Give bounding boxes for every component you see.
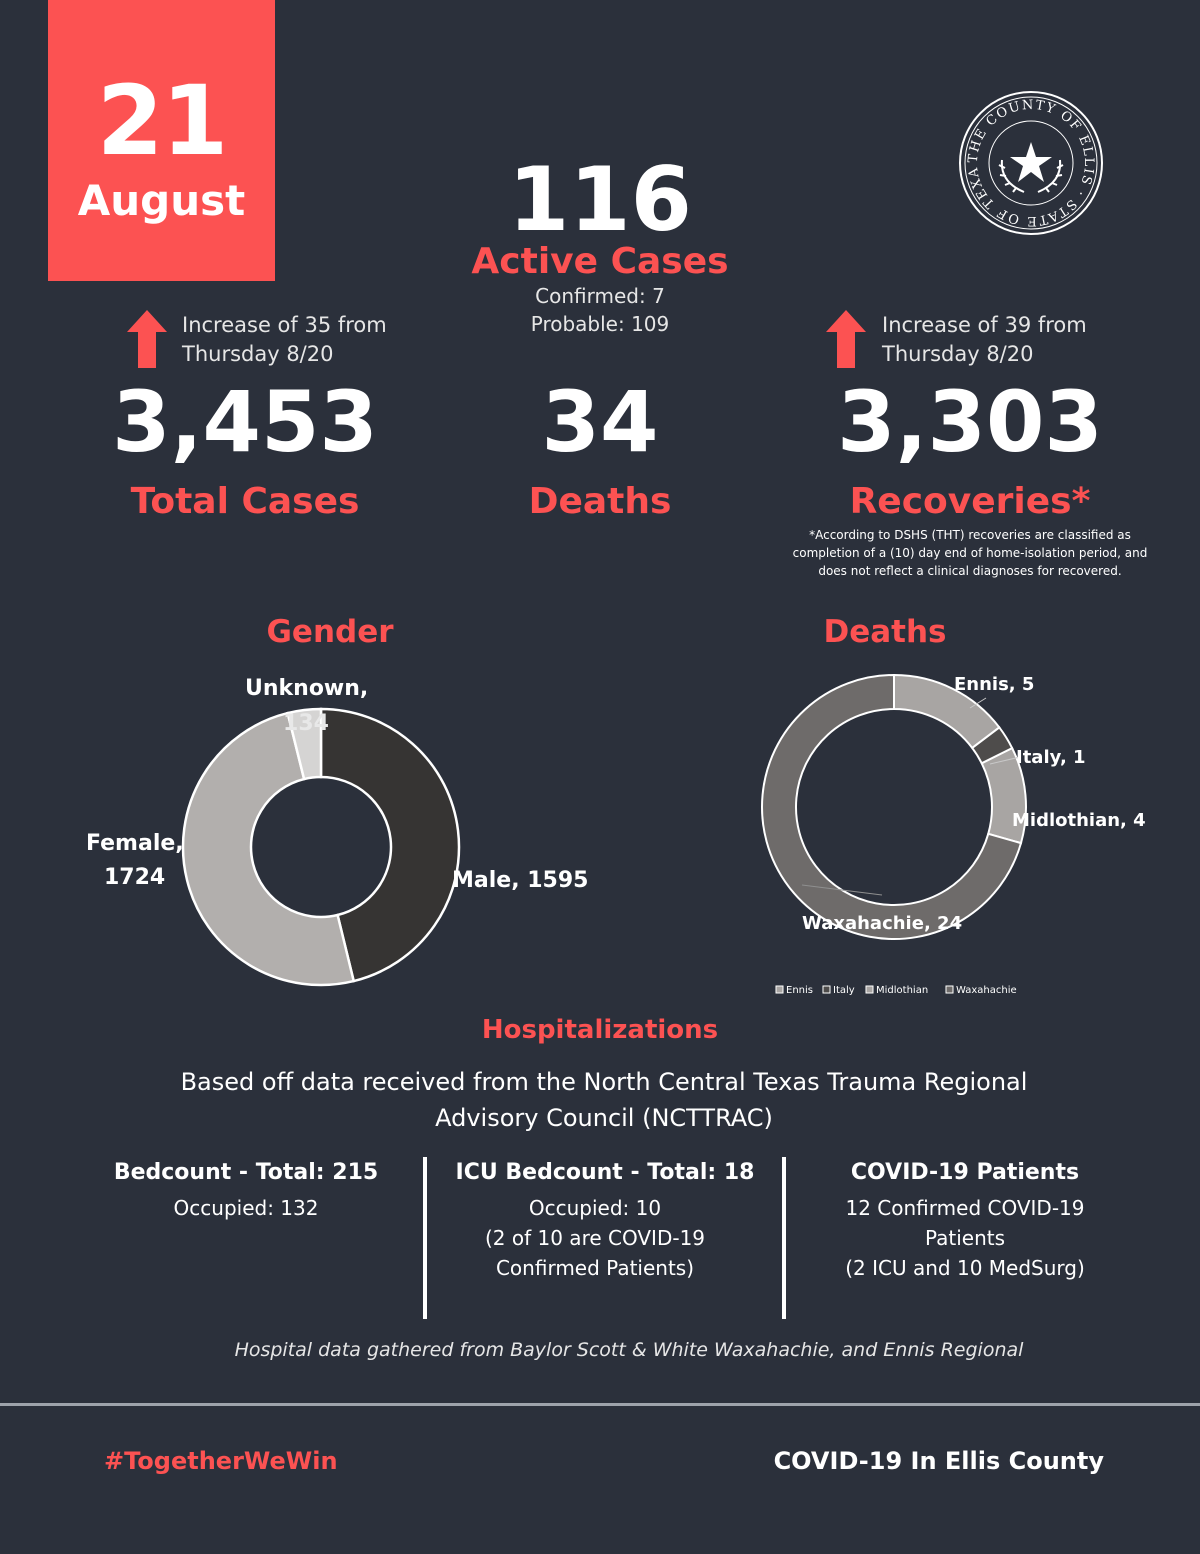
recoveries-value: 3,303	[837, 373, 1103, 471]
icu-bedcount-title: ICU Bedcount - Total: 18	[455, 1160, 755, 1185]
legend-swatch-italy	[823, 986, 830, 993]
recoveries-increase-line2: Thursday 8/20	[882, 342, 1034, 366]
active-cases-label: Active Cases	[471, 241, 729, 282]
seal-text: THE COUNTY OF ELLIS · STATE OF TEXA	[965, 97, 1097, 229]
covid-patients-line3: (2 ICU and 10 MedSurg)	[845, 1256, 1085, 1280]
legend-label-waxahachie: Waxahachie	[956, 985, 1017, 996]
deaths-value: 34	[541, 373, 659, 471]
gender-label-unknown-value: 134	[283, 711, 329, 736]
date-badge	[48, 0, 275, 281]
total-increase-line2: Thursday 8/20	[182, 342, 334, 366]
legend-swatch-midlothian	[866, 986, 873, 993]
deaths-label-ennis: Ennis, 5	[954, 674, 1035, 695]
star-icon	[1010, 142, 1052, 182]
deaths-legend	[776, 985, 1017, 996]
deaths-label-midlothian: Midlothian, 4	[1012, 810, 1146, 831]
recoveries-footnote: *According to DSHS (THT) recoveries are classified as completion of a (10) day end of home-isolation period, and does not reflect a clinical diagnoses for recovered.	[792, 528, 1148, 578]
hospitalizations-source-line1: Based off data received from the North Central Texas Trauma Regional	[180, 1068, 1028, 1096]
icu-covid-line2: Confirmed Patients)	[495, 1256, 695, 1280]
icu-occupied: Occupied: 10	[528, 1196, 662, 1220]
hospitalizations-source-line2: Advisory Council (NCTTRAC)	[435, 1104, 773, 1132]
date-day: 21	[96, 65, 227, 177]
gender-chart-title: Gender	[266, 614, 394, 650]
gender-label-female-value: 1724	[104, 865, 166, 890]
active-cases-value: 116	[508, 148, 692, 251]
gender-label-female-name: Female,	[86, 831, 184, 856]
arrow-up-icon	[127, 310, 167, 368]
legend-swatch-ennis	[776, 986, 783, 993]
column-divider	[423, 1157, 427, 1319]
active-confirmed: Confirmed: 7	[535, 284, 665, 308]
hospitalizations-title: Hospitalizations	[481, 1015, 719, 1045]
legend-label-midlothian: Midlothian	[876, 985, 929, 996]
legend-label-ennis: Ennis	[786, 985, 813, 996]
deaths-donut-chart	[740, 660, 1180, 1020]
active-probable: Probable: 109	[530, 312, 670, 336]
deaths-label: Deaths	[528, 481, 672, 522]
total-cases-label: Total Cases	[130, 481, 360, 522]
legend-label-italy: Italy	[833, 985, 855, 996]
icu-covid-line1: (2 of 10 are COVID-19	[484, 1226, 706, 1250]
gender-label-male: Male, 1595	[452, 868, 589, 893]
deaths-label-italy: Italy, 1	[1016, 747, 1086, 768]
footer-title: COVID-19 In Ellis County	[773, 1447, 1104, 1475]
bedcount-occupied: Occupied: 132	[173, 1196, 319, 1220]
deaths-chart-title: Deaths	[823, 614, 947, 650]
footer-divider	[0, 1403, 1200, 1406]
legend-swatch-waxahachie	[946, 986, 953, 993]
gender-donut-chart	[60, 660, 620, 1000]
gender-label-unknown-name: Unknown,	[245, 676, 369, 701]
county-seal	[958, 90, 1104, 236]
hospital-data-footnote: Hospital data gathered from Baylor Scott & White Waxahachie, and Ennis Regional	[234, 1339, 1024, 1361]
date-month: August	[77, 176, 246, 225]
covid-patients-line2: Patients	[924, 1226, 1006, 1250]
total-increase-line1: Increase of 35 from	[182, 313, 387, 337]
column-divider	[782, 1157, 786, 1319]
recoveries-increase-line1: Increase of 39 from	[882, 313, 1087, 337]
footer-hashtag: #TogetherWeWin	[104, 1447, 338, 1475]
arrow-up-icon	[826, 310, 866, 368]
deaths-label-waxahachie: Waxahachie, 24	[802, 913, 963, 934]
covid-patients-line1: 12 Confirmed COVID-19	[845, 1196, 1085, 1220]
covid-patients-title: COVID-19 Patients	[850, 1160, 1080, 1185]
recoveries-label: Recoveries*	[849, 481, 1091, 522]
bedcount-title: Bedcount - Total: 215	[113, 1160, 379, 1185]
total-cases-value: 3,453	[112, 373, 378, 471]
